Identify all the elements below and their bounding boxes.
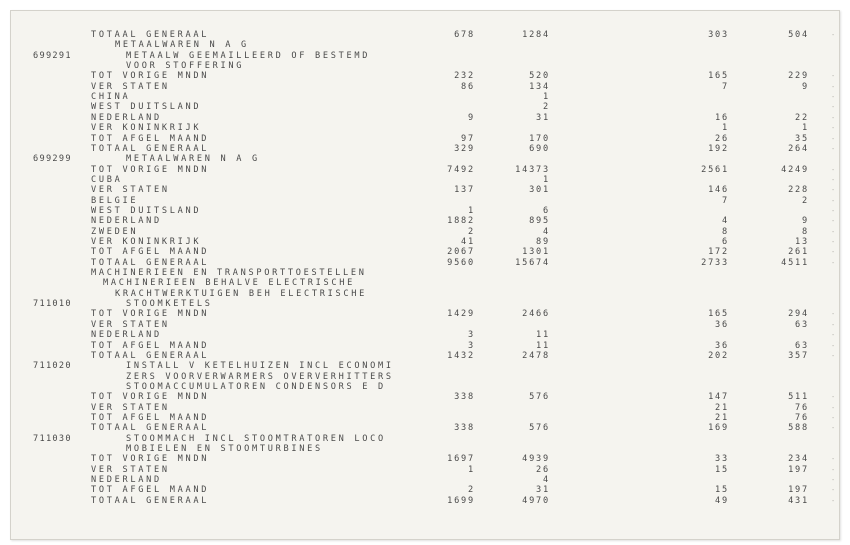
value-c3: 7 (722, 195, 729, 206)
value-c1: 7492 (447, 164, 475, 175)
value-c1: 3 (468, 330, 475, 341)
value-c1: 2 (468, 226, 475, 237)
row-label: BELGIE (91, 195, 139, 206)
value-c4: 8 (802, 226, 809, 237)
value-c4: 197 (788, 485, 809, 496)
margin-tick-mark: - (831, 465, 836, 474)
row-label: KRACHTWERKTUIGEN BEH ELECTRISCHE (115, 288, 367, 299)
margin-tick-mark: - (831, 476, 836, 485)
value-c4: 13 (795, 237, 809, 247)
value-c4: 76 (795, 412, 809, 423)
table-row (11, 258, 839, 268)
value-c4: 63 (795, 340, 809, 351)
row-label: VER STATEN (91, 81, 170, 92)
table-row (11, 392, 839, 402)
margin-tick-mark: - (831, 175, 836, 184)
margin-tick-mark: - (831, 238, 836, 246)
value-c2: 31 (536, 485, 550, 496)
value-c3: 2733 (701, 257, 729, 268)
row-label: TOT VORIGE MNDN (91, 164, 210, 175)
margin-tick-mark: - (831, 486, 836, 495)
value-c2: 4 (543, 475, 550, 486)
row-label: VER KONINKRIJK (91, 237, 202, 247)
value-c2: 1284 (522, 30, 550, 40)
value-c1: 1699 (447, 495, 475, 506)
value-c3: 165 (708, 309, 729, 320)
margin-tick-mark: - (831, 248, 836, 257)
table-row (11, 278, 839, 288)
table-row (11, 113, 839, 123)
table-row (11, 227, 839, 237)
row-label: TOTAAL GENERAAL (91, 257, 210, 268)
margin-tick-mark: - (831, 196, 836, 205)
margin-tick-mark: - (831, 82, 836, 91)
table-row (11, 71, 839, 81)
margin-tick-mark: - (831, 393, 836, 402)
row-label: TOT AFGEL MAAND (91, 340, 210, 351)
row-label: ZWEDEN (91, 226, 139, 237)
value-c2: 170 (529, 133, 550, 144)
row-label: INSTALL V KETELHUIZEN INCL ECONOMI (126, 361, 394, 372)
value-c1: 338 (454, 392, 475, 403)
margin-tick-mark: - (831, 258, 836, 267)
value-c4: 9 (802, 81, 809, 92)
margin-tick-mark: - (831, 134, 836, 143)
table-row (11, 434, 839, 444)
value-c1: 1432 (447, 350, 475, 361)
table-row (11, 299, 839, 309)
margin-tick-mark: - (831, 103, 836, 112)
table-row (11, 82, 839, 92)
value-c2: 4939 (522, 454, 550, 465)
value-c3: 36 (715, 319, 729, 330)
value-c2: 576 (529, 392, 550, 403)
row-label: VOOR STOFFERING (126, 61, 245, 72)
table-row (11, 165, 839, 175)
commodity-code: 699299 (33, 154, 72, 165)
table-row (11, 206, 839, 216)
row-label: MACHINERIEEN EN TRANSPORTTOESTELLEN (91, 268, 367, 279)
value-c1: 86 (461, 81, 475, 92)
table-row (11, 423, 839, 433)
value-c4: 357 (788, 350, 809, 361)
row-label: MOBIELEN EN STOOMTURBINES (126, 444, 323, 454)
value-c3: 4 (722, 216, 729, 227)
row-label: TOT VORIGE MNDN (91, 309, 210, 320)
row-label: METAALW GEEMAILLEERD OF BESTEMD (126, 50, 371, 61)
table-row (11, 216, 839, 226)
value-c4: 197 (788, 464, 809, 475)
value-c3: 33 (715, 454, 729, 465)
table-row (11, 92, 839, 102)
row-label: VER STATEN (91, 464, 170, 475)
table-row (11, 485, 839, 495)
value-c4: 229 (788, 71, 809, 82)
margin-tick-mark: - (831, 124, 836, 133)
table-row (11, 40, 839, 50)
value-c2: 301 (529, 185, 550, 196)
value-c2: 14373 (515, 164, 550, 175)
row-label: ZERS VOORVERWARMERS OVERVERHITTERS (126, 371, 394, 382)
table-row (11, 475, 839, 485)
value-c2: 576 (529, 423, 550, 434)
value-c3: 1 (722, 123, 729, 134)
margin-tick-mark: - (831, 217, 836, 226)
row-label: STOOMKETELS (126, 299, 213, 310)
margin-tick-mark: - (831, 341, 836, 350)
commodity-code: 711010 (33, 299, 72, 310)
value-c2: 520 (529, 71, 550, 82)
value-c1: 678 (454, 30, 475, 40)
value-c1: 97 (461, 133, 475, 144)
row-label: TOTAAL GENERAAL (91, 350, 210, 361)
row-label: TOT VORIGE MNDN (91, 392, 210, 403)
value-c4: 76 (795, 402, 809, 413)
value-c2: 1 (543, 92, 550, 103)
table-row (11, 309, 839, 319)
margin-tick-mark: - (831, 31, 836, 39)
table-row (11, 465, 839, 475)
margin-tick-mark: - (831, 113, 836, 122)
row-label: METAALWAREN N A G (126, 154, 260, 165)
value-c1: 1697 (447, 454, 475, 465)
value-c3: 15 (715, 485, 729, 496)
table-row (11, 403, 839, 413)
value-c4: 234 (788, 454, 809, 465)
value-c1: 9 (468, 112, 475, 123)
row-label: NEDERLAND (91, 112, 162, 123)
value-c4: 4249 (781, 164, 809, 175)
value-c2: 2478 (522, 350, 550, 361)
table-row (11, 61, 839, 71)
value-c4: 4511 (781, 257, 809, 268)
table-row (11, 496, 839, 506)
row-label: TOT VORIGE MNDN (91, 71, 210, 82)
value-c2: 31 (536, 112, 550, 123)
row-label: STOOMACCUMULATOREN CONDENSORS E D (126, 381, 386, 392)
row-label: VER STATEN (91, 402, 170, 413)
row-label: VER KONINKRIJK (91, 123, 202, 134)
value-c2: 26 (536, 464, 550, 475)
value-c4: 588 (788, 423, 809, 434)
value-c4: 1 (802, 123, 809, 134)
value-c3: 147 (708, 392, 729, 403)
row-label: WEST DUITSLAND (91, 205, 202, 216)
margin-tick-mark: - (831, 455, 836, 464)
table-row (11, 123, 839, 133)
value-c1: 41 (461, 237, 475, 247)
margin-tick-mark: - (831, 310, 836, 319)
table-row (11, 175, 839, 185)
row-label: CHINA (91, 92, 131, 103)
value-c4: 294 (788, 309, 809, 320)
row-label: VER STATEN (91, 185, 170, 196)
commodity-code: 711020 (33, 361, 72, 372)
value-c3: 21 (715, 402, 729, 413)
row-label: STOOMMACH INCL STOOMTRATOREN LOCO (126, 433, 386, 444)
table-row (11, 330, 839, 340)
value-c3: 26 (715, 133, 729, 144)
margin-tick-mark: - (831, 227, 836, 236)
value-c3: 7 (722, 81, 729, 92)
table-row (11, 185, 839, 195)
value-c2: 2466 (522, 309, 550, 320)
value-c3: 202 (708, 350, 729, 361)
margin-tick-mark: - (831, 93, 836, 102)
value-c1: 137 (454, 185, 475, 196)
margin-tick-mark: - (831, 165, 836, 174)
value-c2: 6 (543, 205, 550, 216)
value-c2: 11 (536, 340, 550, 351)
margin-tick-mark: - (831, 403, 836, 412)
value-c2: 4 (543, 226, 550, 237)
row-label: TOT AFGEL MAAND (91, 133, 210, 144)
value-c2: 89 (536, 237, 550, 247)
value-c3: 36 (715, 340, 729, 351)
value-c3: 2561 (701, 164, 729, 175)
table-row (11, 382, 839, 392)
value-c3: 303 (708, 30, 729, 40)
margin-tick-mark: - (831, 424, 836, 433)
row-label: TOT VORIGE MNDN (91, 454, 210, 465)
table-row (11, 341, 839, 351)
value-c4: 504 (788, 30, 809, 40)
value-c4: 511 (788, 392, 809, 403)
margin-tick-mark: - (831, 351, 836, 360)
value-c4: 35 (795, 133, 809, 144)
value-c3: 49 (715, 495, 729, 506)
table-row (11, 361, 839, 371)
commodity-code: 699291 (33, 50, 72, 61)
margin-tick-mark: - (831, 331, 836, 340)
value-c2: 690 (529, 143, 550, 154)
margin-tick-mark: - (831, 144, 836, 153)
value-c2: 134 (529, 81, 550, 92)
value-c1: 2 (468, 485, 475, 496)
value-c1: 1 (468, 205, 475, 216)
value-c4: 261 (788, 247, 809, 258)
value-c2: 15674 (515, 257, 550, 268)
value-c4: 431 (788, 495, 809, 506)
table-row (11, 454, 839, 464)
value-c1: 3 (468, 340, 475, 351)
statistics-sheet (10, 10, 840, 540)
value-c4: 9 (802, 216, 809, 227)
row-label: TOTAAL GENERAAL (91, 495, 210, 506)
table-row (11, 268, 839, 278)
margin-tick-mark: - (831, 72, 836, 81)
value-c3: 15 (715, 464, 729, 475)
row-label: MACHINERIEEN BEHALVE ELECTRISCHE (103, 278, 355, 289)
row-label: NEDERLAND (91, 475, 162, 486)
commodity-code: 711030 (33, 433, 72, 444)
value-c4: 22 (795, 112, 809, 123)
table-row (11, 134, 839, 144)
value-c2: 895 (529, 216, 550, 227)
row-label: CUBA (91, 174, 123, 185)
value-c4: 63 (795, 319, 809, 330)
table-row (11, 51, 839, 61)
value-c3: 146 (708, 185, 729, 196)
row-label: WEST DUITSLAND (91, 102, 202, 113)
table-row (11, 154, 839, 164)
value-c1: 2067 (447, 247, 475, 258)
value-c3: 165 (708, 71, 729, 82)
row-label: TOT AFGEL MAAND (91, 247, 210, 258)
value-c1: 9560 (447, 257, 475, 268)
margin-tick-mark: - (831, 186, 836, 195)
value-c4: 228 (788, 185, 809, 196)
value-c3: 16 (715, 112, 729, 123)
value-c2: 1 (543, 174, 550, 185)
table-row (11, 196, 839, 206)
table-row (11, 102, 839, 112)
table-row (11, 372, 839, 382)
value-c2: 4970 (522, 495, 550, 506)
table-row (11, 237, 839, 247)
table-row (11, 413, 839, 423)
row-label: TOTAAL GENERAAL (91, 30, 210, 40)
row-label: TOT AFGEL MAAND (91, 412, 210, 423)
value-c3: 21 (715, 412, 729, 423)
value-c3: 8 (722, 226, 729, 237)
value-c3: 6 (722, 237, 729, 247)
value-c2: 11 (536, 330, 550, 341)
row-label: TOT AFGEL MAAND (91, 485, 210, 496)
value-c3: 169 (708, 423, 729, 434)
margin-tick-mark: - (831, 206, 836, 215)
table-row (11, 320, 839, 330)
value-c1: 1429 (447, 309, 475, 320)
value-c2: 1301 (522, 247, 550, 258)
value-c1: 232 (454, 71, 475, 82)
table-row (11, 444, 839, 454)
row-label: VER STATEN (91, 319, 170, 330)
table-row (11, 30, 839, 40)
margin-tick-mark: - (831, 320, 836, 329)
row-label: METAALWAREN N A G (115, 40, 249, 51)
margin-tick-mark: - (831, 413, 836, 422)
row-label: NEDERLAND (91, 216, 162, 227)
row-label: TOTAAL GENERAAL (91, 423, 210, 434)
row-label: NEDERLAND (91, 330, 162, 341)
table-row (11, 289, 839, 299)
value-c3: 172 (708, 247, 729, 258)
value-c1: 338 (454, 423, 475, 434)
table-row (11, 144, 839, 154)
value-c4: 264 (788, 143, 809, 154)
value-c1: 1 (468, 464, 475, 475)
value-c1: 329 (454, 143, 475, 154)
table-row (11, 351, 839, 361)
row-label: TOTAAL GENERAAL (91, 143, 210, 154)
table-row (11, 247, 839, 257)
value-c4: 2 (802, 195, 809, 206)
value-c2: 2 (543, 102, 550, 113)
value-c1: 1882 (447, 216, 475, 227)
margin-tick-mark: - (831, 496, 836, 505)
value-c3: 192 (708, 143, 729, 154)
